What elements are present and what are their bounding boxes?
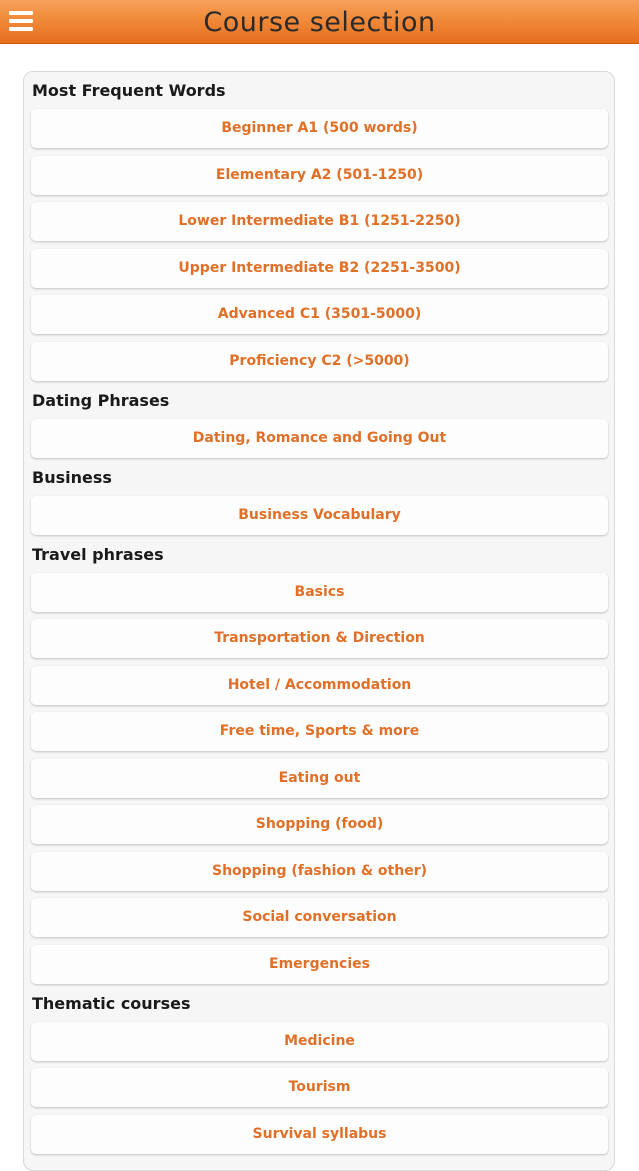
course-item-upper-intermediate-b2[interactable]: Upper Intermediate B2 (2251-3500) bbox=[31, 249, 608, 288]
course-section bbox=[24, 985, 614, 1154]
section-items bbox=[24, 1022, 614, 1154]
course-item-emergencies[interactable]: Emergencies bbox=[31, 945, 608, 984]
section-items bbox=[24, 419, 614, 458]
course-item-beginner-a1[interactable]: Beginner A1 (500 words) bbox=[31, 109, 608, 148]
course-item-basics[interactable]: Basics bbox=[31, 573, 608, 612]
course-item-free-time[interactable]: Free time, Sports & more bbox=[31, 712, 608, 751]
course-item-eating-out[interactable]: Eating out bbox=[31, 759, 608, 798]
course-item-dating-romance[interactable]: Dating, Romance and Going Out bbox=[31, 419, 608, 458]
course-item-proficiency-c2[interactable]: Proficiency C2 (>5000) bbox=[31, 342, 608, 381]
section-title: Dating Phrases bbox=[32, 390, 170, 410]
section-title: Business bbox=[32, 467, 112, 487]
course-item-hotel[interactable]: Hotel / Accommodation bbox=[31, 666, 608, 705]
section-title: Thematic courses bbox=[32, 993, 191, 1013]
course-item-lower-intermediate-b1[interactable]: Lower Intermediate B1 (1251-2250) bbox=[31, 202, 608, 241]
course-item-medicine[interactable]: Medicine bbox=[31, 1022, 608, 1061]
course-section bbox=[24, 536, 614, 984]
section-title: Travel phrases bbox=[32, 544, 164, 564]
app-header bbox=[0, 0, 639, 44]
section-items bbox=[24, 573, 614, 984]
section-title: Most Frequent Words bbox=[32, 81, 226, 100]
course-section bbox=[24, 382, 614, 458]
course-item-elementary-a2[interactable]: Elementary A2 (501-1250) bbox=[31, 156, 608, 195]
course-item-tourism[interactable]: Tourism bbox=[31, 1068, 608, 1107]
course-list-panel bbox=[23, 71, 615, 1171]
course-item-business-vocabulary[interactable]: Business Vocabulary bbox=[31, 496, 608, 535]
course-section bbox=[24, 72, 614, 381]
section-items bbox=[24, 496, 614, 535]
page-title: Course selection bbox=[203, 7, 436, 38]
course-item-survival-syllabus[interactable]: Survival syllabus bbox=[31, 1115, 608, 1154]
course-item-social-conversation[interactable]: Social conversation bbox=[31, 898, 608, 937]
section-items bbox=[24, 109, 614, 381]
course-item-shopping-fashion[interactable]: Shopping (fashion & other) bbox=[31, 852, 608, 891]
course-item-transportation[interactable]: Transportation & Direction bbox=[31, 619, 608, 658]
course-item-advanced-c1[interactable]: Advanced C1 (3501-5000) bbox=[31, 295, 608, 334]
course-section bbox=[24, 459, 614, 535]
course-item-shopping-food[interactable]: Shopping (food) bbox=[31, 805, 608, 844]
